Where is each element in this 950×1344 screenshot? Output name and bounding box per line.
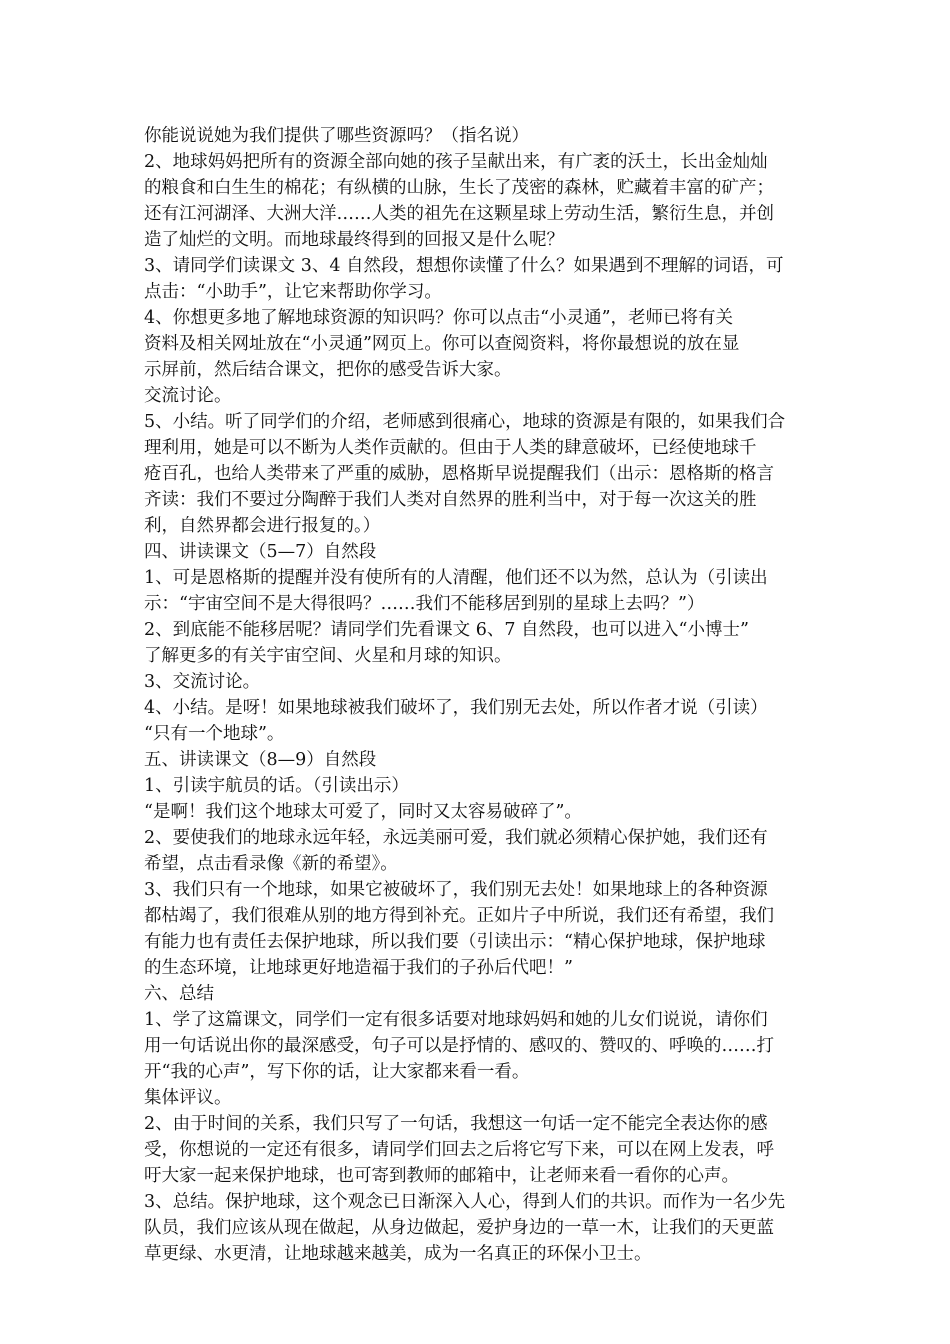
text-line: 的粮食和白生生的棉花；有纵横的山脉，生长了茂密的森林，贮藏着丰富的矿产； (144, 178, 774, 198)
text-line: 4、小结。是呀！如果地球被我们破坏了，我们别无去处，所以作者才说（引读） (144, 698, 768, 718)
text-line: 草更绿、水更清，让地球越来越美，成为一名真正的环保小卫士。 (144, 1244, 652, 1264)
text-line: 有能力也有责任去保护地球，所以我们要（引读出示：“精心保护地球，保护地球 (144, 932, 766, 952)
text-line: 的生态环境，让地球更好地造福于我们的子孙后代吧！” (144, 958, 573, 978)
text-line: 3、请同学们读课文 3、4 自然段，想想你读懂了什么？如果遇到不理解的词语，可 (144, 256, 784, 276)
text-line: “只有一个地球”。 (144, 724, 285, 744)
text-line: 还有江河湖泽、大洲大洋……人类的祖先在这颗星球上劳动生活，繁衍生息，并创 (144, 204, 774, 224)
text-line: 示屏前，然后结合课文，把你的感受告诉大家。 (144, 360, 512, 380)
document-body (144, 123, 812, 1267)
text-line: 资料及相关网址放在“小灵通”网页上。你可以查阅资料，将你最想说的放在显 (144, 334, 740, 354)
text-line: 齐读：我们不要过分陶醉于我们人类对自然界的胜利当中，对于每一次这关的胜 (144, 490, 757, 510)
text-line: 四、讲读课文（5—7）自然段 (144, 542, 377, 562)
text-line: 六、总结 (144, 984, 214, 1004)
text-line: 受，你想说的一定还有很多，请同学们回去之后将它写下来，可以在网上发表，呼 (144, 1140, 774, 1160)
text-line: 2、到底能不能移居呢？请同学们先看课文 6、7 自然段，也可以进入“小博士” (144, 620, 749, 640)
text-line: 1、引读宇航员的话。（引读出示） (144, 776, 409, 796)
text-line: 示：“宇宙空间不是大得很吗？……我们不能移居到别的星球上去吗？”） (144, 594, 705, 614)
text-line: 队员，我们应该从现在做起，从身边做起，爱护身边的一草一木，让我们的天更蓝 (144, 1218, 774, 1238)
text-line: 都枯竭了，我们很难从别的地方得到补充。正如片子中所说，我们还有希望，我们 (144, 906, 774, 926)
text-line: 造了灿烂的文明。而地球最终得到的回报又是什么呢？ (144, 230, 564, 250)
text-line: 集体评议。 (144, 1088, 232, 1108)
document-page (144, 123, 812, 1267)
text-line: 交流讨论。 (144, 386, 232, 406)
text-line: 3、交流讨论。 (144, 672, 261, 692)
text-line: “是啊！我们这个地球太可爱了，同时又太容易破碎了”。 (144, 802, 582, 822)
text-line: 2、要使我们的地球永远年轻，永远美丽可爱，我们就必须精心保护她，我们还有 (144, 828, 768, 848)
text-line: 五、讲读课文（8—9）自然段 (144, 750, 377, 770)
text-line: 2、由于时间的关系，我们只写了一句话，我想这一句话一定不能完全表达你的感 (144, 1114, 768, 1134)
text-line: 用一句话说出你的最深感受，句子可以是抒情的、感叹的、赞叹的、呼唤的……打 (144, 1036, 774, 1056)
text-line: 理利用，她是可以不断为人类作贡献的。但由于人类的肆意破坏，已经使地球千 (144, 438, 757, 458)
text-line: 5、小结。听了同学们的介绍，老师感到很痛心，地球的资源是有限的，如果我们合 (144, 412, 786, 432)
text-line: 利，自然界都会进行报复的。） (144, 516, 381, 536)
text-line: 你能说说她为我们提供了哪些资源吗？（指名说） (144, 126, 529, 146)
text-line: 1、可是恩格斯的提醒并没有使所有的人清醒，他们还不以为然，总认为（引读出 (144, 568, 768, 588)
text-line: 1、学了这篇课文，同学们一定有很多话要对地球妈妈和她的儿女们说说，请你们 (144, 1010, 768, 1030)
text-line: 疮百孔，也给人类带来了严重的威胁，恩格斯早说提醒我们（出示：恩格斯的格言 (144, 464, 774, 484)
text-line: 3、总结。保护地球，这个观念已日渐深入人心，得到人们的共识。而作为一名少先 (144, 1192, 786, 1212)
text-line: 了解更多的有关宇宙空间、火星和月球的知识。 (144, 646, 512, 666)
text-line: 开“我的心声”，写下你的话，让大家都来看一看。 (144, 1062, 530, 1082)
text-line: 点击：“小助手”，让它来帮助你学习。 (144, 282, 442, 302)
text-line: 希望，点击看录像《新的希望》。 (144, 854, 398, 874)
text-line: 3、我们只有一个地球，如果它被破坏了，我们别无去处！如果地球上的各种资源 (144, 880, 768, 900)
text-line: 2、地球妈妈把所有的资源全部向她的孩子呈献出来，有广袤的沃土，长出金灿灿 (144, 152, 768, 172)
text-line: 4、你想更多地了解地球资源的知识吗？你可以点击“小灵通”，老师已将有关 (144, 308, 734, 328)
text-line: 吁大家一起来保护地球，也可寄到教师的邮箱中，让老师来看一看你的心声。 (144, 1166, 739, 1186)
